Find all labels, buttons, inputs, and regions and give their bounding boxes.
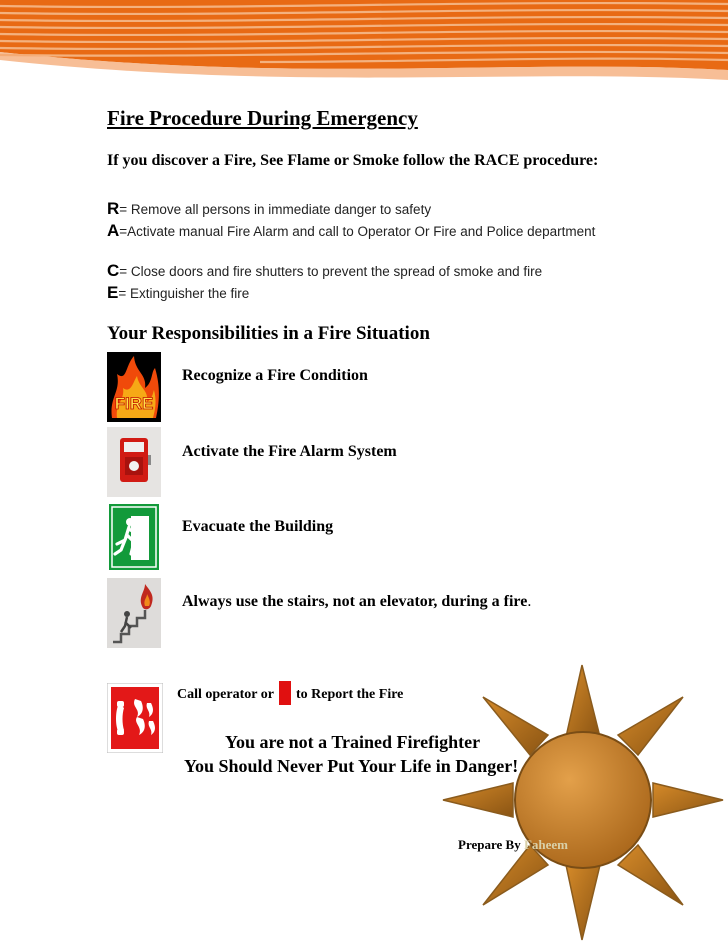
responsibility-1: Recognize a Fire Condition [182,367,368,384]
page-title: Fire Procedure During Emergency [107,106,418,130]
intro-text: If you discover a Fire, See Flame or Smoke follow the RACE procedure: [107,152,599,169]
header-band [0,0,728,80]
notice-line-1: You are not a Trained Firefighter [225,732,481,752]
call-instruction: Call operator or to Report the Fire [177,683,403,707]
svg-text:FIRE: FIRE [114,394,154,413]
fire-alarm-icon [107,427,161,497]
prepared-by: Prepare By Faheem [458,837,568,852]
responsibility-4: Always use the stairs, not an elevator, during a fire. [182,593,532,610]
exit-sign-icon [107,502,161,572]
race-item-r: R= Remove all persons in immediate danger to safety [107,199,432,218]
responsibilities-heading: Your Responsibilities in a Fire Situation [107,323,430,344]
race-item-e: E= Extinguisher the fire [107,283,250,302]
phone-number-badge [279,681,291,705]
race-item-c: C= Close doors and fire shutters to prevent the spread of smoke and fire [107,261,543,280]
fire-sign-icon [107,352,161,422]
stairs-fire-icon [107,578,161,648]
notice-line-2: You Should Never Put Your Life in Danger! [184,756,519,776]
race-item-a: A=Activate manual Fire Alarm and call to Operator Or Fire and Police department [107,221,596,240]
responsibility-2: Activate the Fire Alarm System [182,443,397,460]
fire-phone-icon [107,683,163,753]
responsibility-3: Evacuate the Building [182,518,334,535]
sun-decoration [438,655,728,942]
